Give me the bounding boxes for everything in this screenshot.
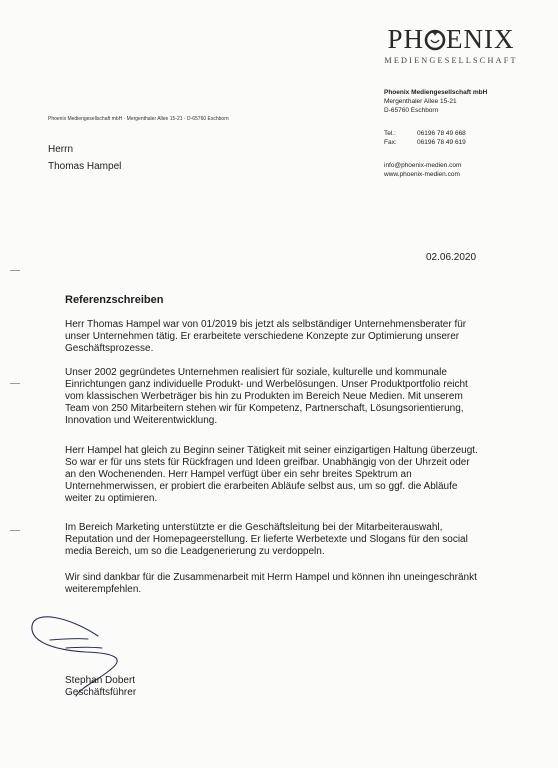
- recipient-salutation: Herrn: [48, 144, 74, 155]
- punch-mark: [10, 383, 20, 384]
- body-paragraph: Herr Hampel hat gleich zu Beginn seiner Tätigkeit mit seiner einzigartigen Haltung überzeugt. So war er für uns stets für Rückfragen und Ideen greifbar. Unabhängig von der Uhrzeit oder an den Wochenenden. Herr Hampel verfügt über ein sehr breites Spektrum an Unternehmerwissen, er probiert die erarbeiten Abläufe selbst aus, um so ggf. die Abläufe weiter zu optimieren.: [65, 445, 478, 504]
- fax-row: [384, 138, 466, 147]
- recipient-address: [48, 141, 121, 175]
- logo-wordmark: [376, 24, 526, 57]
- logo-subtitle: MEDIENGESELLSCHAFT: [384, 56, 518, 65]
- logo-text-ph: PH: [387, 24, 425, 54]
- company-email: info@phoenix-medien.com: [384, 162, 462, 169]
- phone-number: 06196 78 49 668: [417, 130, 466, 137]
- fax-label: Fax:: [384, 139, 397, 147]
- body-paragraph: Wir sind dankbar für die Zusammenarbeit mit Herrn Hampel und können ihn uneingeschränkt weiterempfehlen.: [65, 572, 477, 595]
- company-city: D-65760 Eschborn: [384, 107, 439, 115]
- recipient-name: Thomas Hampel: [48, 161, 122, 172]
- logo-text-enix: ENIX: [446, 24, 515, 54]
- body-paragraph: Herr Thomas Hampel war von 01/2019 bis jetzt als selbständiger Unternehmensberater für unser Unternehmen tätig. Er erarbeitete verschiedene Konzepte zur Optimierung unserer Geschäftsprozesse.: [65, 319, 467, 354]
- signer-block: [65, 675, 136, 699]
- phone-label: Tel.:: [384, 130, 396, 137]
- fold-mark: [10, 530, 20, 531]
- company-logo: [376, 24, 526, 65]
- fax-number: 06196 78 49 619: [417, 139, 466, 147]
- body-paragraph: Unser 2002 gegründetes Unternehmen realisiert für soziale, kulturelle und kommunale Einrichtungen ganz individuelle Produkt- und Werbelösungen. Unser Produktportfolio reicht vom klassischen Werbeträger bis hin zu Produkten im Bereich Neue Medien. Mit unserem Team von 250 Mitarbeitern stehen wir für Kompetenz, Partnerschaft, Lösungsorientierung, Innovation und Weiterentwicklung.: [65, 367, 468, 426]
- fold-mark: [10, 270, 20, 271]
- company-website: www.phoenix-medien.com: [384, 171, 460, 179]
- company-contact: [384, 129, 466, 147]
- company-street: Mergenthaler Allee 15-21: [384, 98, 457, 106]
- body-paragraph: Im Bereich Marketing unterstützte er die Geschäftsleitung bei der Mitarbeiterauswahl, Reputation und der Homepageerstellung. Er lieferte Werbetexte und Slogans für den social media Bereich, um so die Leadgenerierung zu verdoppeln.: [65, 522, 468, 557]
- company-address: [384, 88, 487, 116]
- company-name: Phoenix Mediengesellschaft mbH: [384, 89, 488, 96]
- letter-subject: Referenzschreiben: [65, 294, 164, 306]
- signer-title: Geschäftsführer: [65, 687, 137, 698]
- phoenix-bird-icon: [424, 27, 446, 57]
- company-online: [384, 161, 461, 179]
- signer-name: Stephan Dobert: [65, 675, 136, 686]
- sender-return-line: Phoenix Mediengesellschaft mbH · Mergenthaler Allee 15-21 · D-65760 Eschborn: [48, 116, 229, 122]
- letter-date: 02.06.2020: [426, 252, 477, 263]
- phone-row: [384, 129, 466, 138]
